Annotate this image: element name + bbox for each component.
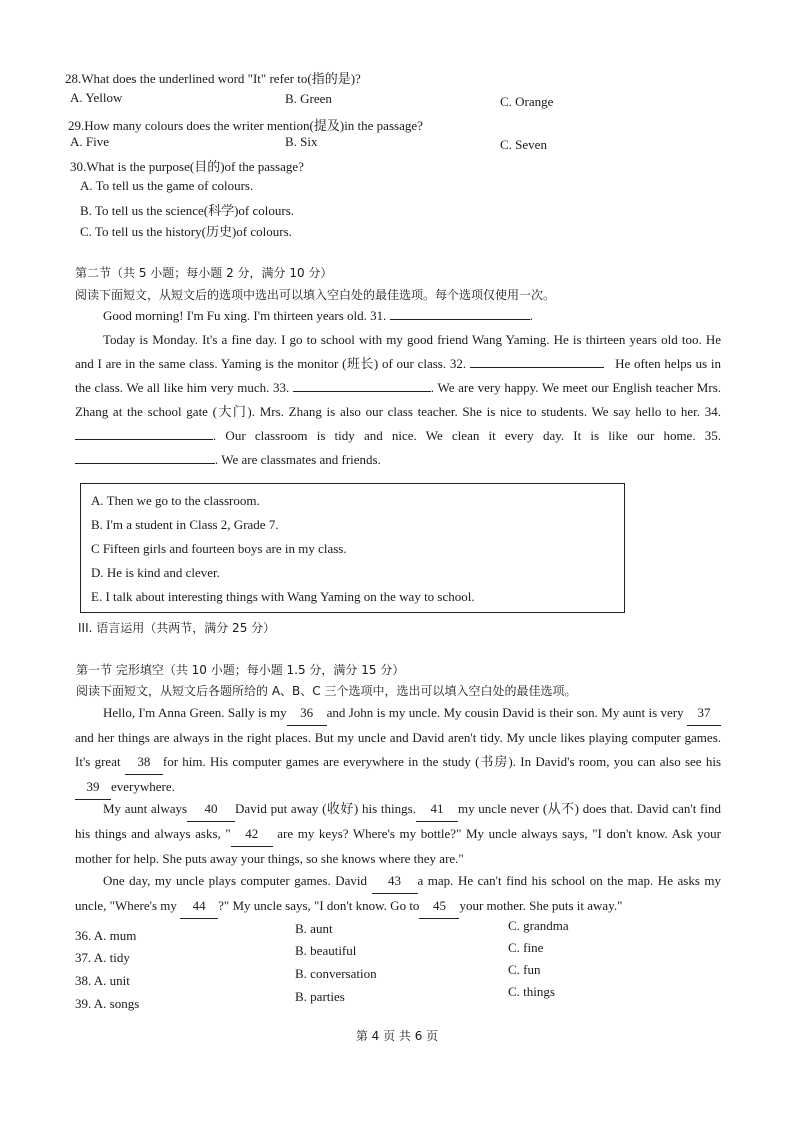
blank-45[interactable]: 45 [419, 894, 459, 919]
blank-40[interactable]: 40 [187, 797, 235, 822]
q28-option-a: A. Yellow [70, 90, 123, 105]
box-option-d: D. He is kind and clever. [91, 565, 220, 580]
box-option-e: E. I talk about interesting things with Wang Yaming on the way to school. [91, 589, 475, 604]
cloze-paragraph-3: One day, my uncle plays computer games. David 43 a map. He can't find his school on the map. He asks my uncle, "Where's my 44 ?" My uncle says, "I don't know. Go to 45 your mother. She puts it away." [75, 869, 721, 919]
blank-38[interactable]: 38 [125, 750, 163, 775]
q38-option-a: 38. A. unit [75, 973, 130, 988]
blank-33[interactable] [293, 391, 431, 392]
q28-option-c: C. Orange [500, 94, 554, 109]
question-29-stem: 29.How many colours does the writer mention(提及)in the passage? [68, 118, 423, 133]
q37-option-a: 37. A. tidy [75, 950, 130, 965]
q29-option-c: C. Seven [500, 137, 547, 152]
question-28-stem: 28.What does the underlined word "It" refer to(指的是)? [65, 71, 361, 86]
q38-option-b: B. conversation [295, 966, 377, 981]
q30-option-c: C. To tell us the history(历史)of colours. [80, 224, 292, 239]
q37-option-b: B. beautiful [295, 943, 357, 958]
cloze-paragraph-1: Hello, I'm Anna Green. Sally is my 36 and John is my uncle. My cousin David is their son. My aunt is very 37and her things are always in the right places. But my uncle and David aren't tidy. My uncle likes playing computer games. It's great 38 for him. His computer games are everywhere in the study (书房). In David's room, you can also see his 39 everywhere. [75, 701, 721, 800]
q39-option-c: C. things [508, 984, 555, 999]
cloze-paragraph-2: My aunt always 40 David put away (收好) his things. 41 my uncle never (从不) does that. David can't find his things and always asks, " 42 are my keys? Where's my bottle?" My uncle always says, "I don't know. Ask your mother for help. She puts away your things, so she knows where they are." [75, 797, 721, 871]
cloze-instruction: 阅读下面短文，从短文后各题所给的 A、B、C 三个选项中，选出可以填入空白处的最佳选项。 [76, 684, 577, 698]
blank-41[interactable]: 41 [416, 797, 458, 822]
q28-option-b: B. Green [285, 91, 332, 106]
section2-title: 第二节（共 5 小题；每小题 2 分，满分 10 分） [75, 266, 333, 280]
blank-36[interactable]: 36 [287, 701, 327, 726]
box-option-c: C Fifteen girls and fourteen boys are in my class. [91, 541, 347, 556]
q36-option-a: 36. A. mum [75, 928, 137, 943]
question-30-stem: 30.What is the purpose(目的)of the passage? [70, 159, 304, 174]
blank-34[interactable] [75, 439, 213, 440]
q38-option-c: C. fun [508, 962, 541, 977]
box-option-a: A. Then we go to the classroom. [91, 493, 260, 508]
q36-option-b: B. aunt [295, 921, 333, 936]
blank-32[interactable] [470, 367, 604, 368]
blank-31[interactable] [390, 319, 530, 320]
blank-39[interactable]: 39 [75, 775, 111, 800]
page-footer: 第 4 页 共 6 页 [355, 1029, 439, 1043]
blank-43[interactable]: 43 [372, 869, 418, 894]
q29-option-a: A. Five [70, 134, 109, 149]
section2-paragraph-1: Good morning! I'm Fu xing. I'm thirteen years old. 31. . [103, 308, 533, 323]
q39-option-b: B. parties [295, 989, 345, 1004]
box-option-b: B. I'm a student in Class 2, Grade 7. [91, 517, 279, 532]
q36-option-c: C. grandma [508, 918, 569, 933]
blank-44[interactable]: 44 [180, 894, 218, 919]
section2-instruction: 阅读下面短文，从短文后的选项中选出可以填入空白处的最佳选项。每个选项仅使用一次。 [75, 288, 556, 302]
q39-option-a: 39. A. songs [75, 996, 140, 1011]
q29-option-b: B. Six [285, 134, 318, 149]
options-box [80, 483, 625, 613]
blank-42[interactable]: 42 [231, 822, 273, 847]
q30-option-b: B. To tell us the science(科学)of colours. [80, 203, 295, 218]
section1-title: 第一节 完形填空（共 10 小题；每小题 1.5 分，满分 15 分） [76, 663, 405, 677]
blank-37[interactable]: 37 [687, 701, 721, 726]
section2-paragraph-2: Today is Monday. It's a fine day. I go to school with my good friend Wang Yaming. He is thirteen years old too. He and I are in the same class. Yaming is the monitor (班长) of our class. 32. He often helps us in the class. We all like him very much. 33. . We are very happy. We meet our English teacher Mrs. Zhang at the school gate (大门). Mrs. Zhang is also our class teacher. She is nice to students. We say hello to her. 34. . Our classroom is tidy and nice. We clean it every day. It is like our home. 35. . We are classmates and friends. [75, 332, 722, 467]
q37-option-c: C. fine [508, 940, 544, 955]
part3-title: III. 语言运用（共两节，满分 25 分） [78, 621, 276, 635]
blank-35[interactable] [75, 463, 215, 464]
q30-option-a: A. To tell us the game of colours. [80, 178, 254, 193]
